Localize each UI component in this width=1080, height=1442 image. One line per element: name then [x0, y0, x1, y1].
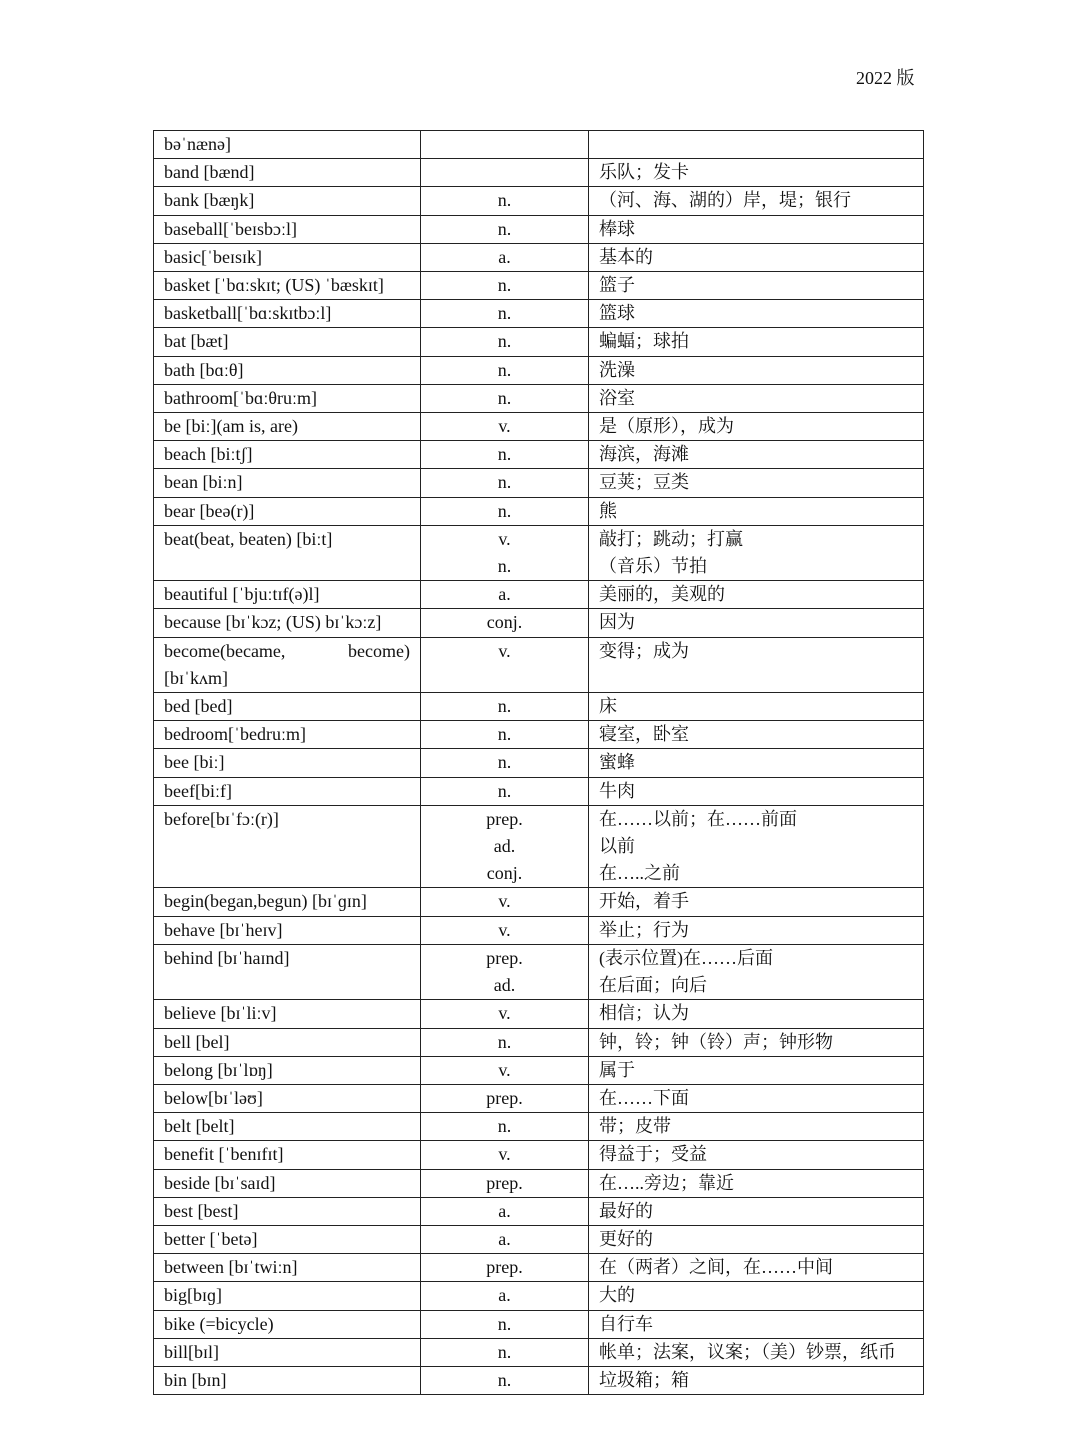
table-row: [154, 525, 924, 580]
part-of-speech: n.: [497, 275, 512, 296]
word-cell: [154, 131, 421, 159]
meaning-cell: [589, 1254, 924, 1282]
word-cell: [154, 609, 421, 637]
part-of-speech: v.: [498, 891, 511, 912]
part-of-speech-cell: [421, 1366, 589, 1394]
meaning-cell: [589, 243, 924, 271]
meaning-text: 带；皮带: [599, 1116, 671, 1137]
word-text: bell [bel]: [164, 1031, 230, 1052]
meaning-text: 大的: [599, 1285, 635, 1306]
meaning-cell: [589, 749, 924, 777]
word-cell: [154, 1254, 421, 1282]
edition-label: 2022 版: [856, 68, 915, 88]
word-cell: [154, 1169, 421, 1197]
part-of-speech-cell: [421, 1000, 589, 1028]
meaning-text: 自行车: [599, 1313, 653, 1334]
table-row: [154, 1366, 924, 1394]
word-text: beat(beat, beaten) [biːt]: [164, 528, 333, 549]
table-row: [154, 1338, 924, 1366]
table-row: [154, 1084, 924, 1112]
part-of-speech-cell: [421, 749, 589, 777]
meaning-cell: [589, 1113, 924, 1141]
meaning-cell: [589, 356, 924, 384]
meaning-cell: [589, 525, 924, 580]
word-text: baseball[ˈbeɪsbɔːl]: [164, 218, 297, 239]
word-text: bin [bɪn]: [164, 1369, 227, 1390]
word-text: be [biː](am is, are): [164, 416, 298, 437]
part-of-speech: n.: [497, 190, 512, 211]
part-of-speech: n.: [497, 500, 512, 521]
meaning-text: 床: [599, 696, 617, 717]
word-text: bike (=bicycle): [164, 1313, 274, 1334]
table-row: [154, 441, 924, 469]
meaning-cell: [589, 272, 924, 300]
part-of-speech-cell: [421, 1056, 589, 1084]
table-row: [154, 749, 924, 777]
word-text: bathroom[ˈbɑːθruːm]: [164, 387, 317, 408]
table-row: [154, 131, 924, 159]
meaning-text: 垃圾箱；箱: [599, 1369, 689, 1390]
word-text: big[bɪɡ]: [164, 1285, 222, 1306]
meaning-cell: [589, 1310, 924, 1338]
meaning-text: 寝室，卧室: [599, 724, 689, 745]
table-row: [154, 777, 924, 805]
part-of-speech: n.: [497, 1313, 512, 1334]
part-of-speech-cell: [421, 637, 589, 692]
table-row: [154, 356, 924, 384]
meaning-cell: [589, 1084, 924, 1112]
word-text: bee [biː]: [164, 752, 225, 773]
word-text: bath [bɑːθ]: [164, 359, 244, 380]
meaning-cell: [589, 300, 924, 328]
meaning-text: 因为: [599, 612, 635, 633]
meaning-cell: [589, 609, 924, 637]
word-text: between [bɪˈtwiːn]: [164, 1257, 298, 1278]
word-cell: [154, 1197, 421, 1225]
part-of-speech-cell: [421, 1084, 589, 1112]
meaning-text: 海滨，海滩: [599, 444, 689, 465]
meaning-text: 开始，着手: [599, 891, 689, 912]
meaning-cell: [589, 1000, 924, 1028]
meaning-text: 在……下面: [599, 1087, 689, 1108]
table-row: [154, 384, 924, 412]
part-of-speech: prep.: [486, 1087, 523, 1108]
table-row: [154, 1000, 924, 1028]
part-of-speech: n.: [497, 752, 512, 773]
table-row: [154, 693, 924, 721]
meaning-text: 在…..之前: [599, 863, 680, 884]
part-of-speech: v.: [498, 528, 511, 549]
meaning-text: 蜜蜂: [599, 752, 635, 773]
table-row: [154, 916, 924, 944]
part-of-speech-cell: [421, 581, 589, 609]
word-text: best [best]: [164, 1200, 239, 1221]
word-cell: [154, 384, 421, 412]
part-of-speech: v.: [498, 1059, 511, 1080]
meaning-cell: [589, 581, 924, 609]
word-cell: [154, 187, 421, 215]
part-of-speech-cell: [421, 693, 589, 721]
part-of-speech: n.: [497, 1341, 512, 1362]
word-cell: [154, 1113, 421, 1141]
meaning-text: 在…..旁边；靠近: [599, 1172, 734, 1193]
meaning-text: 篮球: [599, 303, 635, 324]
word-text: bəˈnænə]: [164, 134, 231, 154]
meaning-text: 钟，铃；钟（铃）声；钟形物: [599, 1031, 833, 1052]
word-text: below[bɪˈləʊ]: [164, 1087, 263, 1108]
table-row: [154, 1282, 924, 1310]
meaning-text: 在……以前；在……前面: [599, 808, 797, 829]
meaning-cell: [589, 328, 924, 356]
meaning-cell: [589, 215, 924, 243]
part-of-speech-cell: [421, 609, 589, 637]
word-text: begin(began,begun) [bɪˈɡɪn]: [164, 891, 367, 912]
word-cell: [154, 525, 421, 580]
table-row: [154, 1197, 924, 1225]
part-of-speech-cell: [421, 1338, 589, 1366]
part-of-speech-cell: [421, 469, 589, 497]
table-row: [154, 215, 924, 243]
part-of-speech: n.: [497, 556, 512, 577]
word-text: because [bɪˈkɔz; (US) bɪˈkɔːz]: [164, 612, 382, 633]
word-cell: [154, 413, 421, 441]
meaning-cell: [589, 469, 924, 497]
part-of-speech-cell: [421, 777, 589, 805]
meaning-text: （音乐）节拍: [599, 556, 707, 577]
part-of-speech: n.: [497, 359, 512, 380]
part-of-speech: n.: [497, 1031, 512, 1052]
part-of-speech: n.: [497, 303, 512, 324]
word-line: [164, 638, 410, 665]
part-of-speech-cell: [421, 328, 589, 356]
part-of-speech: prep.: [486, 1172, 523, 1193]
part-of-speech: n.: [497, 1369, 512, 1390]
meaning-cell: [589, 384, 924, 412]
meaning-text: 得益于；受益: [599, 1144, 707, 1165]
word-text: better [ˈbetə]: [164, 1228, 258, 1249]
part-of-speech-cell: [421, 413, 589, 441]
word-text: benefit [ˈbenɪfɪt]: [164, 1144, 284, 1165]
table-row: [154, 1225, 924, 1253]
meaning-text: 更好的: [599, 1228, 653, 1249]
table-row: [154, 1141, 924, 1169]
part-of-speech: n.: [497, 472, 512, 493]
table-row: [154, 944, 924, 999]
meaning-text: 浴室: [599, 387, 635, 408]
table-row: [154, 469, 924, 497]
vocabulary-table: [153, 130, 924, 1395]
meaning-text: 蝙蝠；球拍: [599, 331, 689, 352]
meaning-text: 在（两者）之间，在……中间: [599, 1257, 833, 1278]
part-of-speech-cell: [421, 805, 589, 888]
meaning-text: 以前: [599, 836, 635, 857]
word-cell: [154, 637, 421, 692]
part-of-speech: prep.: [486, 808, 523, 829]
word-cell: [154, 356, 421, 384]
part-of-speech-cell: [421, 1254, 589, 1282]
part-of-speech-cell: [421, 384, 589, 412]
word-text: bear [beə(r)]: [164, 500, 255, 521]
meaning-text: 乐队；发卡: [599, 162, 689, 183]
meaning-cell: [589, 916, 924, 944]
meaning-text: 豆荚；豆类: [599, 472, 689, 493]
part-of-speech: ad.: [493, 836, 516, 857]
word-cell: [154, 749, 421, 777]
meaning-cell: [589, 1197, 924, 1225]
part-of-speech: n.: [497, 387, 512, 408]
part-of-speech-cell: [421, 1225, 589, 1253]
meaning-cell: [589, 1366, 924, 1394]
word-cell: [154, 888, 421, 916]
meaning-text: 基本的: [599, 246, 653, 267]
table-row: [154, 1310, 924, 1338]
table-row: [154, 243, 924, 271]
meaning-cell: [589, 441, 924, 469]
part-of-speech-cell: [421, 1310, 589, 1338]
word-cell: [154, 1310, 421, 1338]
table-row: [154, 609, 924, 637]
meaning-text: 帐单；法案，议案；（美）钞票，纸币: [599, 1341, 896, 1362]
part-of-speech-cell: [421, 1141, 589, 1169]
table-row: [154, 159, 924, 187]
part-of-speech: n.: [497, 331, 512, 352]
word-cell: [154, 1084, 421, 1112]
part-of-speech-cell: [421, 1197, 589, 1225]
part-of-speech-cell: [421, 356, 589, 384]
meaning-cell: [589, 187, 924, 215]
part-of-speech: conj.: [486, 863, 523, 884]
part-of-speech-cell: [421, 131, 589, 159]
meaning-text: 棒球: [599, 218, 635, 239]
meaning-text: （河、海、湖的）岸，堤；银行: [599, 190, 851, 211]
word-cell: [154, 159, 421, 187]
word-cell: [154, 272, 421, 300]
word-cell: [154, 469, 421, 497]
meaning-text: 举止；行为: [599, 919, 689, 940]
table-row: [154, 581, 924, 609]
part-of-speech: a.: [498, 1285, 511, 1306]
word-cell: [154, 1338, 421, 1366]
meaning-cell: [589, 944, 924, 999]
meaning-text: 牛肉: [599, 780, 635, 801]
part-of-speech: prep.: [486, 1257, 523, 1278]
table-row: [154, 1028, 924, 1056]
table-row: [154, 1113, 924, 1141]
word-cell: [154, 1056, 421, 1084]
part-of-speech: [431, 131, 578, 158]
part-of-speech: n.: [497, 780, 512, 801]
word-text: bed [bed]: [164, 696, 233, 717]
part-of-speech: v.: [498, 416, 511, 437]
word-text: basket [ˈbɑːskɪt; (US) ˈbæskɪt]: [164, 275, 384, 296]
part-of-speech-cell: [421, 243, 589, 271]
table-row: [154, 1169, 924, 1197]
word-text: band [bænd]: [164, 162, 255, 183]
table-row: [154, 300, 924, 328]
meaning-text: 敲打；跳动；打赢: [599, 528, 743, 549]
meaning-cell: [589, 721, 924, 749]
part-of-speech-cell: [421, 159, 589, 187]
table-row: [154, 721, 924, 749]
meaning-text: 属于: [599, 1059, 635, 1080]
meaning-cell: [589, 1141, 924, 1169]
part-of-speech: a.: [498, 246, 511, 267]
part-of-speech-cell: [421, 272, 589, 300]
table-row: [154, 888, 924, 916]
word-cell: [154, 1366, 421, 1394]
word-text: beautiful [ˈbjuːtɪf(ə)l]: [164, 584, 320, 605]
part-of-speech-cell: [421, 497, 589, 525]
table-row: [154, 1056, 924, 1084]
part-of-speech: a.: [498, 1200, 511, 1221]
word-text: belong [bɪˈlɒŋ]: [164, 1059, 273, 1080]
part-of-speech: n.: [497, 218, 512, 239]
meaning-cell: [589, 888, 924, 916]
word-cell: [154, 916, 421, 944]
table-row: [154, 187, 924, 215]
word-cell: [154, 693, 421, 721]
word-text: behave [bɪˈheɪv]: [164, 919, 283, 940]
part-of-speech: a.: [498, 584, 511, 605]
word-cell: [154, 805, 421, 888]
table-row: [154, 805, 924, 888]
word-text: beside [bɪˈsaɪd]: [164, 1172, 276, 1193]
part-of-speech-cell: [421, 1169, 589, 1197]
meaning-cell: [589, 1028, 924, 1056]
part-of-speech: ad.: [493, 975, 516, 996]
meaning-cell: [589, 1225, 924, 1253]
table-row: [154, 637, 924, 692]
word-text: before[bɪˈfɔː(r)]: [164, 808, 279, 829]
part-of-speech-cell: [421, 441, 589, 469]
meaning-cell: [589, 1338, 924, 1366]
word-cell: [154, 777, 421, 805]
word-text-continued: become): [348, 640, 410, 661]
part-of-speech: v.: [498, 1003, 511, 1024]
meaning-cell: [589, 637, 924, 692]
part-of-speech-cell: [421, 916, 589, 944]
part-of-speech: n.: [497, 444, 512, 465]
table-row: [154, 497, 924, 525]
part-of-speech: [431, 159, 578, 186]
part-of-speech-cell: [421, 525, 589, 580]
part-of-speech-cell: [421, 300, 589, 328]
word-cell: [154, 300, 421, 328]
meaning-text: (表示位置)在……后面: [599, 947, 773, 968]
word-cell: [154, 215, 421, 243]
word-text: basketball[ˈbɑːskɪtbɔːl]: [164, 303, 332, 324]
word-text: bill[bɪl]: [164, 1341, 219, 1362]
meaning-cell: [589, 693, 924, 721]
part-of-speech-cell: [421, 721, 589, 749]
word-text: believe [bɪˈliːv]: [164, 1003, 277, 1024]
meaning-cell: [589, 413, 924, 441]
word-text: bean [biːn]: [164, 472, 243, 493]
word-cell: [154, 441, 421, 469]
part-of-speech: v.: [498, 640, 511, 661]
word-text: become(became,: [164, 640, 286, 661]
word-cell: [154, 1028, 421, 1056]
meaning-text: 相信；认为: [599, 1003, 689, 1024]
meaning-cell: [589, 159, 924, 187]
word-cell: [154, 497, 421, 525]
part-of-speech: conj.: [486, 612, 523, 633]
word-cell: [154, 1000, 421, 1028]
word-cell: [154, 581, 421, 609]
part-of-speech: n.: [497, 696, 512, 717]
word-cell: [154, 328, 421, 356]
word-cell: [154, 1225, 421, 1253]
meaning-cell: [589, 1282, 924, 1310]
word-cell: [154, 1282, 421, 1310]
meaning-text: [599, 131, 913, 158]
table-row: [154, 413, 924, 441]
meaning-cell: [589, 805, 924, 888]
vocabulary-table-body: [154, 131, 924, 1395]
table-row: [154, 1254, 924, 1282]
word-cell: [154, 944, 421, 999]
table-row: [154, 328, 924, 356]
part-of-speech: n.: [497, 724, 512, 745]
meaning-text: 熊: [599, 500, 617, 521]
meaning-cell: [589, 131, 924, 159]
word-text: basic[ˈbeɪsɪk]: [164, 246, 262, 267]
word-cell: [154, 243, 421, 271]
part-of-speech-cell: [421, 888, 589, 916]
part-of-speech: v.: [498, 1144, 511, 1165]
part-of-speech-cell: [421, 944, 589, 999]
meaning-text: 最好的: [599, 1200, 653, 1221]
word-text: bat [bæt]: [164, 331, 229, 352]
part-of-speech: prep.: [486, 947, 523, 968]
part-of-speech-cell: [421, 187, 589, 215]
word-cell: [154, 1141, 421, 1169]
meaning-text: 变得；成为: [599, 640, 689, 661]
part-of-speech: v.: [498, 919, 511, 940]
meaning-cell: [589, 497, 924, 525]
word-text: belt [belt]: [164, 1116, 235, 1137]
meaning-text: 是（原形），成为: [599, 416, 734, 437]
meaning-text: 美丽的，美观的: [599, 584, 725, 605]
part-of-speech-cell: [421, 215, 589, 243]
part-of-speech-cell: [421, 1113, 589, 1141]
word-text: bedroom[ˈbedruːm]: [164, 724, 306, 745]
meaning-text: 篮子: [599, 275, 635, 296]
word-text: bank [bæŋk]: [164, 190, 255, 211]
part-of-speech-cell: [421, 1282, 589, 1310]
meaning-text: 洗澡: [599, 359, 635, 380]
word-text: beach [biːtʃ]: [164, 444, 253, 465]
word-text: behind [bɪˈhaɪnd]: [164, 947, 290, 968]
word-cell: [154, 721, 421, 749]
part-of-speech: n.: [497, 1116, 512, 1137]
meaning-cell: [589, 1169, 924, 1197]
part-of-speech-cell: [421, 1028, 589, 1056]
table-row: [154, 272, 924, 300]
meaning-text: 在后面；向后: [599, 975, 707, 996]
meaning-cell: [589, 777, 924, 805]
meaning-cell: [589, 1056, 924, 1084]
word-text: beef[biːf]: [164, 780, 232, 801]
word-phonetic: [bɪˈkʌm]: [164, 667, 228, 688]
part-of-speech: a.: [498, 1228, 511, 1249]
